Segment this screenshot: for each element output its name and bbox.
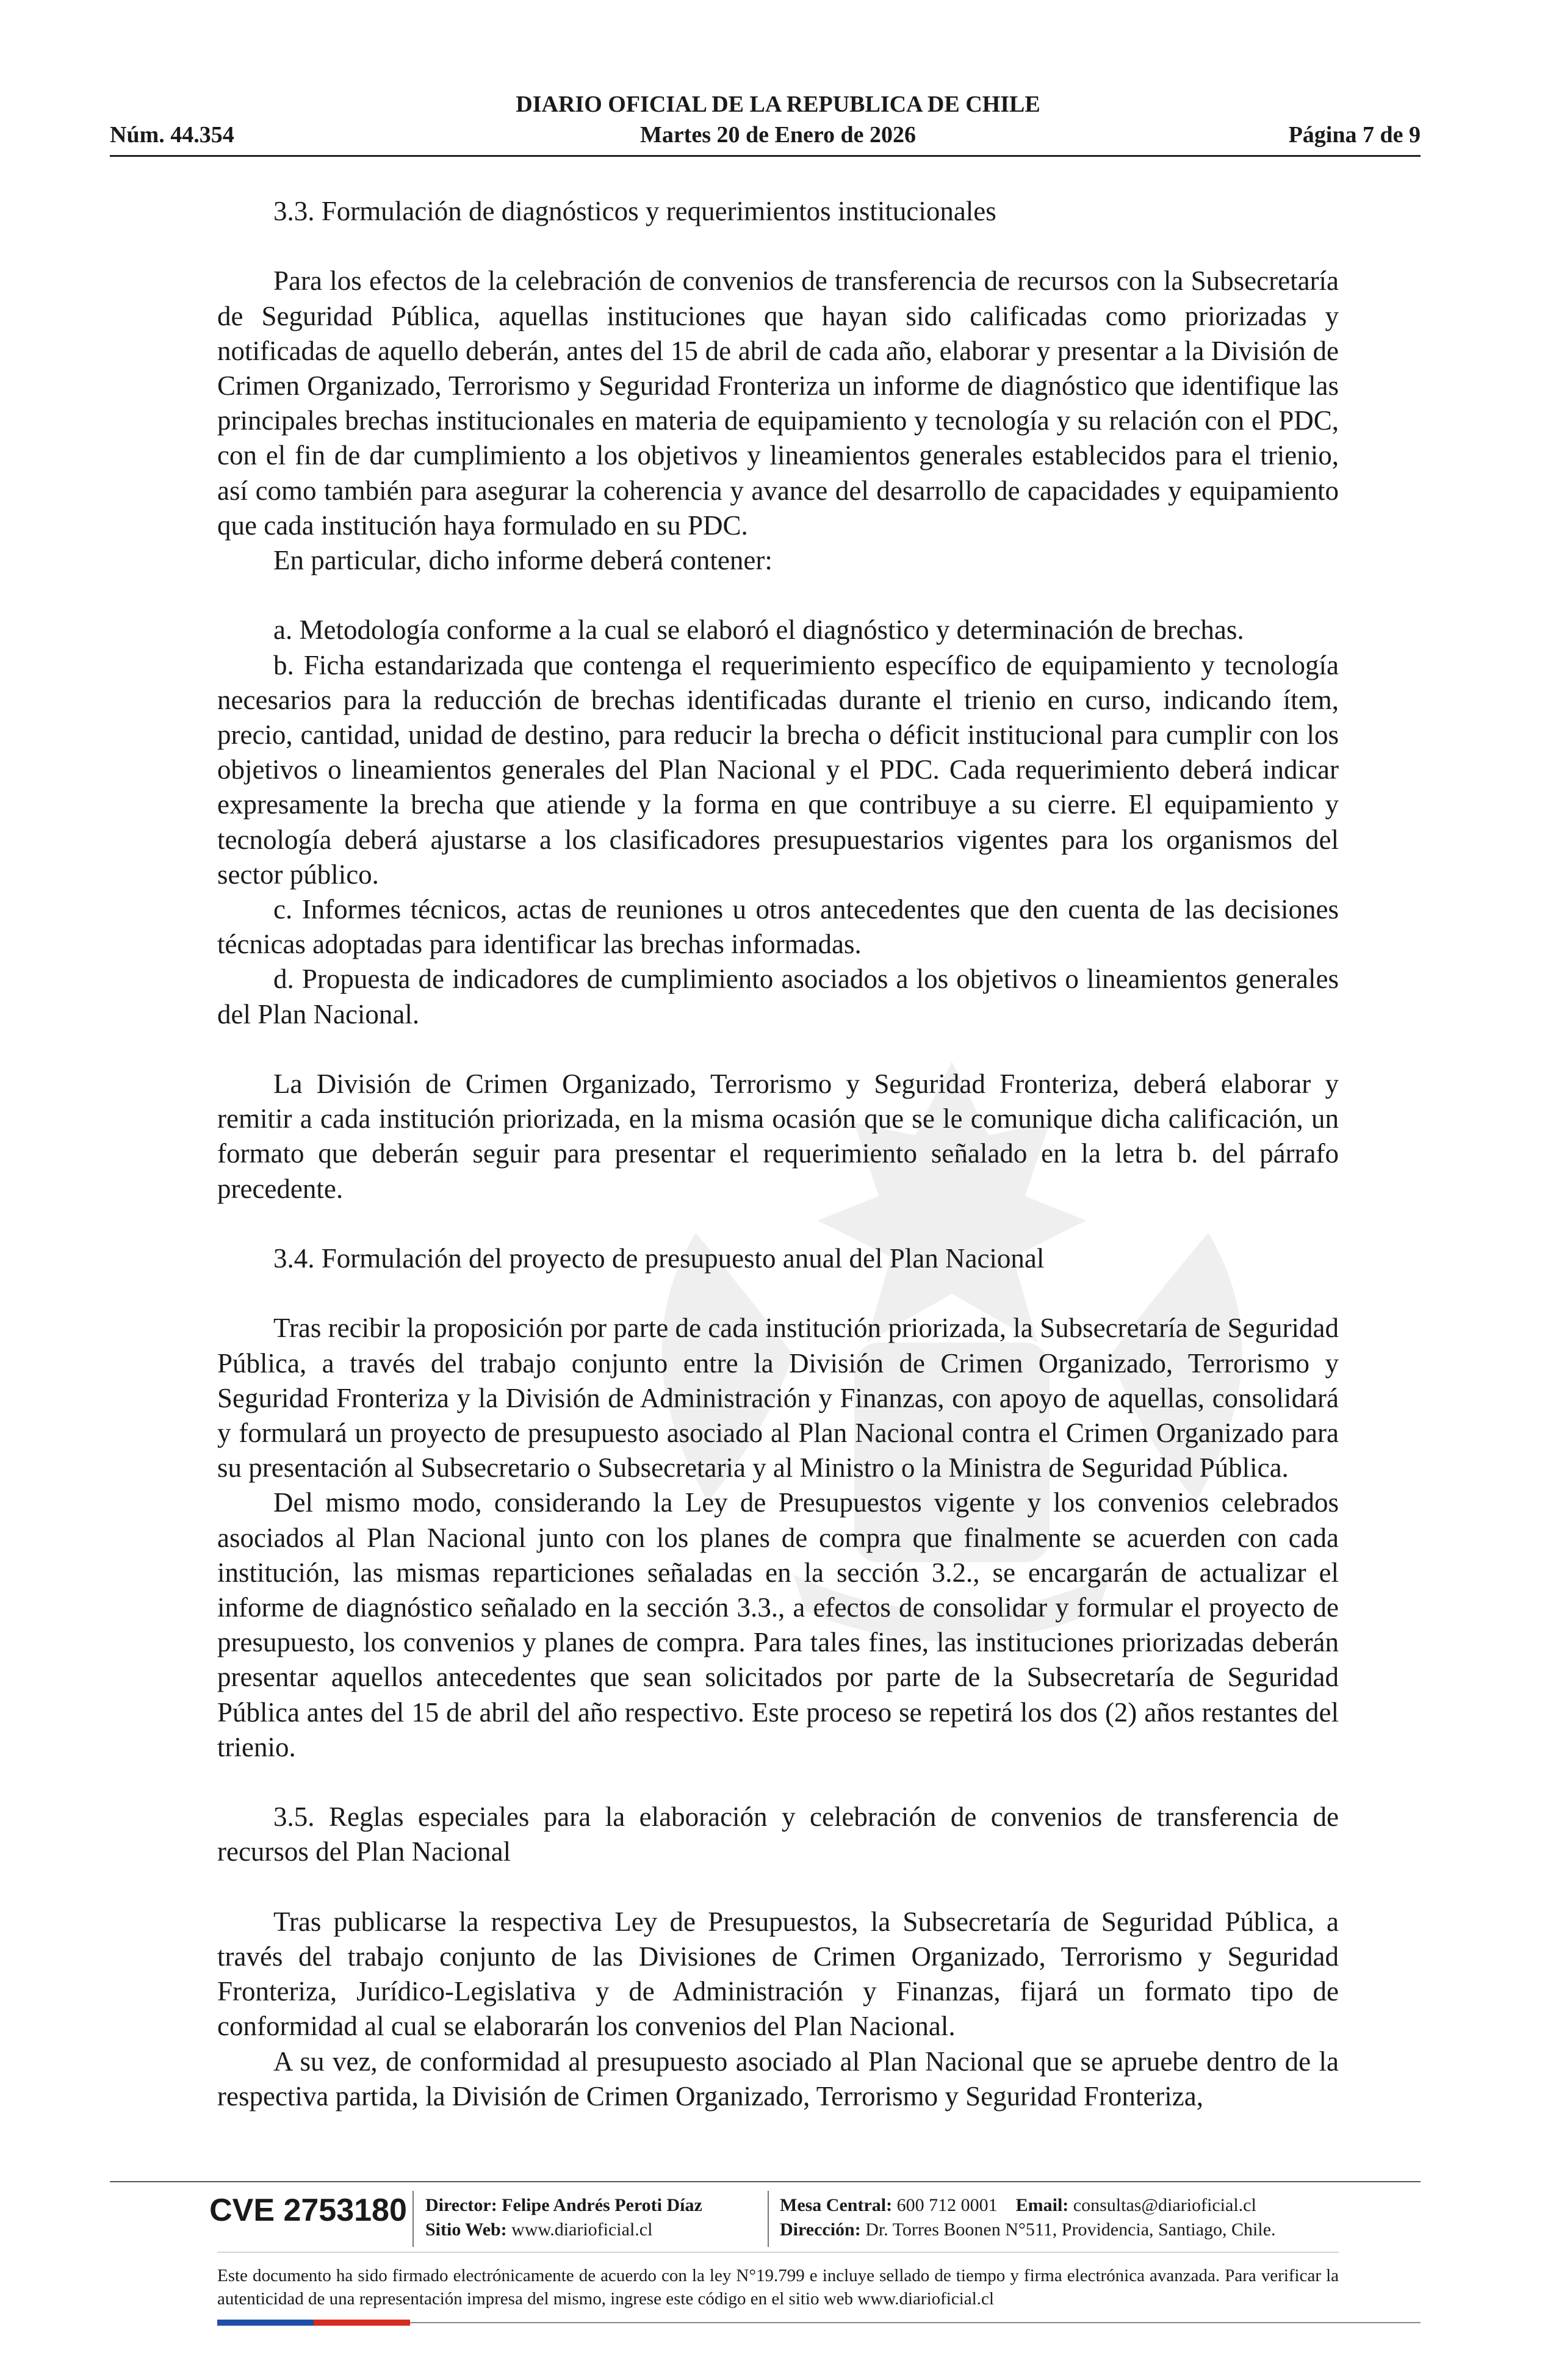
address-label: Dirección: bbox=[780, 2220, 861, 2240]
footer-column-separator bbox=[768, 2191, 769, 2247]
section-3-5-heading: 3.5. Reglas especiales para la elaboración y celebración de convenios de transferencia de recursos del Plan Nacional bbox=[217, 1801, 1339, 1867]
address-value: Dr. Torres Boonen N°511, Providencia, Santiago, Chile. bbox=[865, 2220, 1276, 2240]
list-item-b: b. Ficha estandarizada que contenga el requerimiento específico de equipamiento y tecnología necesarios para la reducción de brechas identificadas durante el trienio en curso, indicando ítem, precio, cantidad, unidad de destino, para reducir la brecha o déficit institucional para cumplir con los objetivos o lineamientos generales del Plan Nacional y el PDC. Cada requerimiento deberá indicar expresamente la brecha que atiende y la forma en que contribuye a su cierre. El equipamiento y tecnología deberá ajustarse a los clasificadores presupuestarios vigentes para los organismos del sector público. bbox=[217, 649, 1339, 890]
flag-stripe-blue bbox=[217, 2320, 314, 2326]
section-3-4-paragraph-2: Del mismo modo, considerando la Ley de Presupuestos vigente y los convenios celebrados asociados al Plan Nacional junto con los planes de compra que finalmente se acuerden con cada institución, las mismas reparticiones señaladas en la sección 3.2., se encargarán de actualizar el informe de diagnóstico señalado en la sección 3.3., a efectos de consolidar y formular el proyecto de presupuesto, los convenios y planes de compra. Para tales fines, las instituciones priorizadas deberán presentar aquellos antecedentes que sean solicitados por parte de la Subsecretaría de Seguridad Pública antes del 15 de abril del año respectivo. Este proceso se repetirá los dos (2) años restantes del trienio. bbox=[217, 1487, 1339, 1762]
section-3-3-paragraph-3: La División de Crimen Organizado, Terrorismo y Seguridad Fronteriza, deberá elaborar y remitir a cada institución priorizada, en la misma ocasión que se le comunique dicha calificación, un formato que deberán seguir para presentar el requerimiento señalado en la letra b. del párrafo precedente. bbox=[217, 1069, 1339, 1204]
footer-contact-info bbox=[780, 2193, 1276, 2242]
site-link[interactable]: www.diarioficial.cl bbox=[511, 2220, 653, 2240]
footer-editorial-info bbox=[425, 2193, 702, 2242]
page-indicator: Página 7 de 9 bbox=[1288, 122, 1421, 148]
section-3-3-paragraph-1: Para los efectos de la celebración de convenios de transferencia de recursos con la Subsecretaría de Seguridad Pública, aquellas instituciones que hayan sido calificadas como priorizadas y notificadas de aquello deberán, antes del 15 de abril de cada año, elaborar y presentar a la División de Crimen Organizado, Terrorismo y Seguridad Fronteriza un informe de diagnóstico que identifique las principales brechas institucionales en materia de equipamiento y tecnología y su relación con el PDC, con el fin de dar cumplimiento a los objetivos y lineamientos generales establecidos para el trienio, así como también para asegurar la coherencia y avance del desarrollo de capacidades y equipamiento que cada institución haya formulado en su PDC. bbox=[217, 265, 1339, 541]
email-link[interactable]: consultas@diarioficial.cl bbox=[1073, 2195, 1256, 2215]
header-divider bbox=[110, 155, 1421, 157]
director-name: Felipe Andrés Peroti Díaz bbox=[502, 2195, 702, 2215]
issue-number: Núm. 44.354 bbox=[110, 122, 234, 148]
cve-separator bbox=[412, 2191, 414, 2247]
section-3-4-paragraph-1: Tras recibir la proposición por parte de cada institución priorizada, la Subsecretaría de Seguridad Pública, a través del trabajo conjunto entre la División de Crimen Organizado, Terrorismo y Seguridad Fronteriza y la División de Administración y Finanzas, con apoyo de aquellas, consolidará y formulará un proyecto de presupuesto asociado al Plan Nacional contra el Crimen Organizado para su presentación al Subsecretario o Subsecretaria y al Ministro o la Ministra de Seguridad Pública. bbox=[217, 1313, 1339, 1484]
section-3-4-heading: 3.4. Formulación del proyecto de presupuesto anual del Plan Nacional bbox=[273, 1243, 1045, 1274]
list-item-c: c. Informes técnicos, actas de reuniones u otros antecedentes que den cuenta de las decisiones técnicas adoptadas para identificar las brechas informadas. bbox=[217, 894, 1339, 960]
document-body bbox=[217, 194, 1339, 2114]
list-item-a: a. Metodología conforme a la cual se elaboró el diagnóstico y determinación de brechas. bbox=[273, 615, 1244, 646]
cve-code: CVE 2753180 bbox=[209, 2193, 407, 2228]
section-3-3-heading: 3.3. Formulación de diagnósticos y requerimientos institucionales bbox=[273, 196, 996, 226]
mesa-label: Mesa Central: bbox=[780, 2195, 893, 2215]
issue-date: Martes 20 de Enero de 2026 bbox=[639, 122, 917, 148]
flag-stripe-red bbox=[314, 2320, 410, 2326]
footer-divider bbox=[110, 2181, 1421, 2182]
site-label: Sitio Web: bbox=[425, 2220, 507, 2240]
mesa-phone: 600 712 0001 bbox=[896, 2195, 998, 2215]
email-label: Email: bbox=[1015, 2195, 1069, 2215]
list-item-d: d. Propuesta de indicadores de cumplimiento asociados a los objetivos o lineamientos generales del Plan Nacional. bbox=[217, 964, 1339, 1030]
section-3-5-paragraph-1: Tras publicarse la respectiva Ley de Presupuestos, la Subsecretaría de Seguridad Pública, a través del trabajo conjunto de las Divisiones de Crimen Organizado, Terrorismo y Seguridad Fronteriza, Jurídico-Legislativa y de Administración y Finanzas, fijará un formato tipo de conformidad al cual se elaborarán los convenios del Plan Nacional. bbox=[217, 1906, 1339, 2042]
director-label: Director: bbox=[425, 2195, 497, 2215]
section-3-5-paragraph-2: A su vez, de conformidad al presupuesto asociado al Plan Nacional que se apruebe dentro de la respectiva partida, la División de Crimen Organizado, Terrorismo y Seguridad Fronteriza, bbox=[217, 2046, 1339, 2111]
gazette-title: DIARIO OFICIAL DE LA REPUBLICA DE CHILE bbox=[516, 92, 1040, 117]
flag-stripe-line bbox=[410, 2322, 1421, 2323]
legal-notice: Este documento ha sido firmado electrónicamente de acuerdo con la ley N°19.799 e incluye sellado de tiempo y firma electrónica avanzada. Para verificar la autenticidad de una representación impresa del mismo, ingrese este código en el sitio web www.diarioficial.cl bbox=[217, 2266, 1339, 2309]
section-3-3-paragraph-2: En particular, dicho informe deberá contener: bbox=[273, 545, 773, 576]
